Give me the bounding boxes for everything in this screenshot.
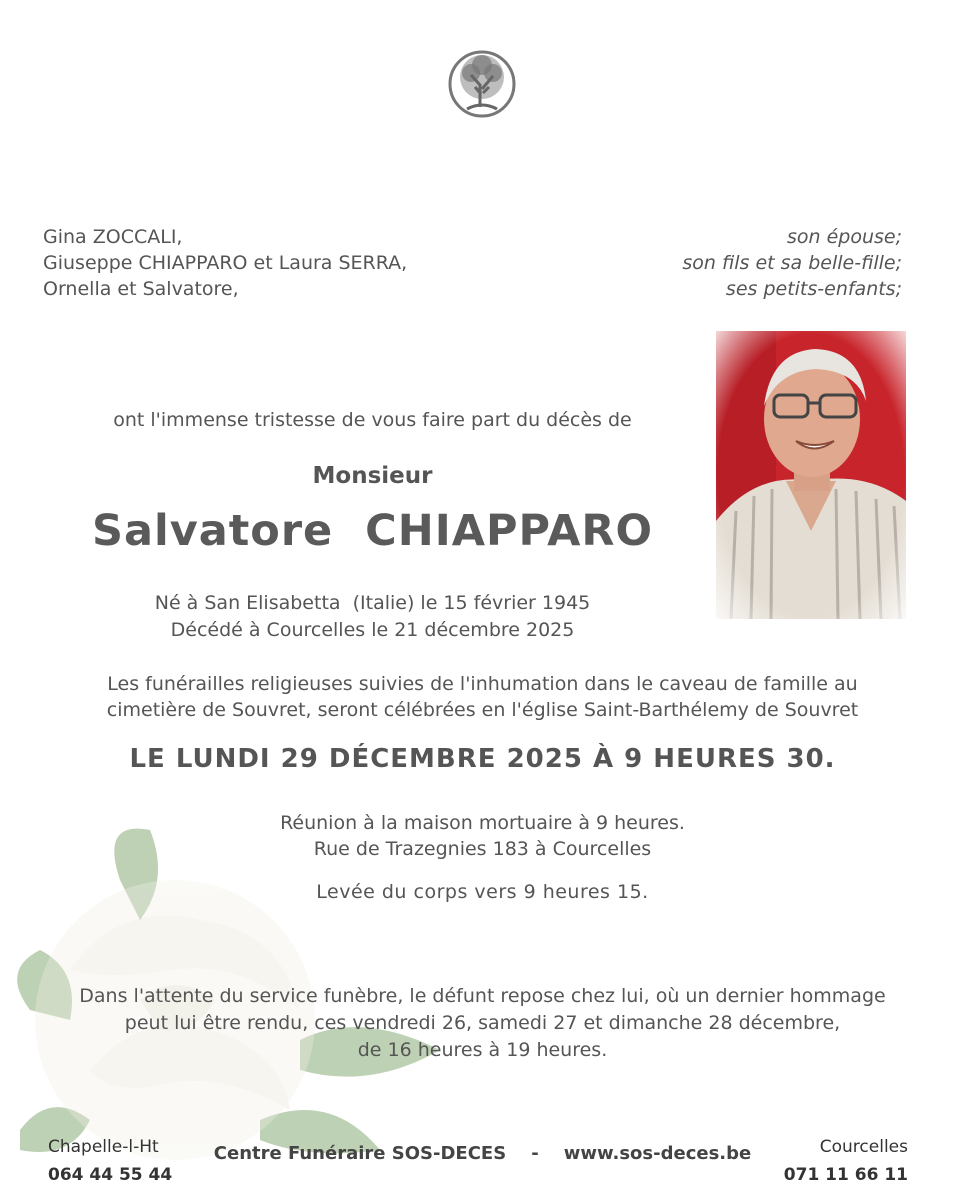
family-relation: son épouse; xyxy=(786,226,902,248)
birth-death-dates xyxy=(100,590,645,644)
death-line: Décédé à Courcelles le 21 décembre 2025 xyxy=(170,619,575,641)
visitation-line: peut lui être rendu, ces vendredi 26, samedi 27 et dimanche 28 décembre, xyxy=(124,1012,841,1034)
portrait-photo xyxy=(716,331,906,619)
footer-right-phone: 071 11 66 11 xyxy=(783,1165,908,1185)
family-relations xyxy=(682,224,902,302)
footer-right xyxy=(784,1133,908,1189)
footer-center: Centre Funéraire SOS-DECES - www.sos-deces.be xyxy=(213,1143,752,1164)
honorific: Monsieur xyxy=(312,463,433,489)
footer-left-phone: 064 44 55 44 xyxy=(48,1165,173,1185)
deceased-name: Salvatore CHIAPPARO xyxy=(91,506,654,556)
family-relation: son fils et sa belle-fille; xyxy=(682,252,902,274)
funeral-date: LE LUNDI 29 DÉCEMBRE 2025 À 9 HEURES 30. xyxy=(129,744,836,774)
footer-left-city: Chapelle-l-Ht xyxy=(48,1137,159,1157)
levee-info: Levée du corps vers 9 heures 15. xyxy=(316,881,649,903)
family-name: Ornella et Salvatore, xyxy=(43,278,239,300)
family-names xyxy=(43,224,407,302)
visitation-line: de 16 heures à 19 heures. xyxy=(357,1039,608,1061)
footer-right-city: Courcelles xyxy=(819,1137,908,1157)
visitation-info xyxy=(0,983,965,1064)
funeral-description xyxy=(0,671,965,723)
meeting-line: Réunion à la maison mortuaire à 9 heures. xyxy=(280,812,685,834)
meeting-address: Rue de Trazegnies 183 à Courcelles xyxy=(313,838,652,860)
family-name: Gina ZOCCALI, xyxy=(43,226,183,248)
family-relation: ses petits-enfants; xyxy=(725,278,902,300)
family-name: Giuseppe CHIAPPARO et Laura SERRA, xyxy=(43,252,408,274)
visitation-line: Dans l'attente du service funèbre, le défunt repose chez lui, où un dernier hommage xyxy=(79,985,886,1007)
meeting-info xyxy=(0,810,965,862)
intro-text: ont l'immense tristesse de vous faire part du décès de xyxy=(113,409,632,431)
funeral-line: Les funérailles religieuses suivies de l'inhumation dans le caveau de famille au xyxy=(107,673,858,695)
funeral-line: cimetière de Souvret, seront célébrées en l'église Saint-Barthélemy de Souvret xyxy=(106,699,859,721)
tree-of-life-icon xyxy=(447,49,517,119)
birth-line: Né à San Elisabetta (Italie) le 15 février 1945 xyxy=(154,592,591,614)
